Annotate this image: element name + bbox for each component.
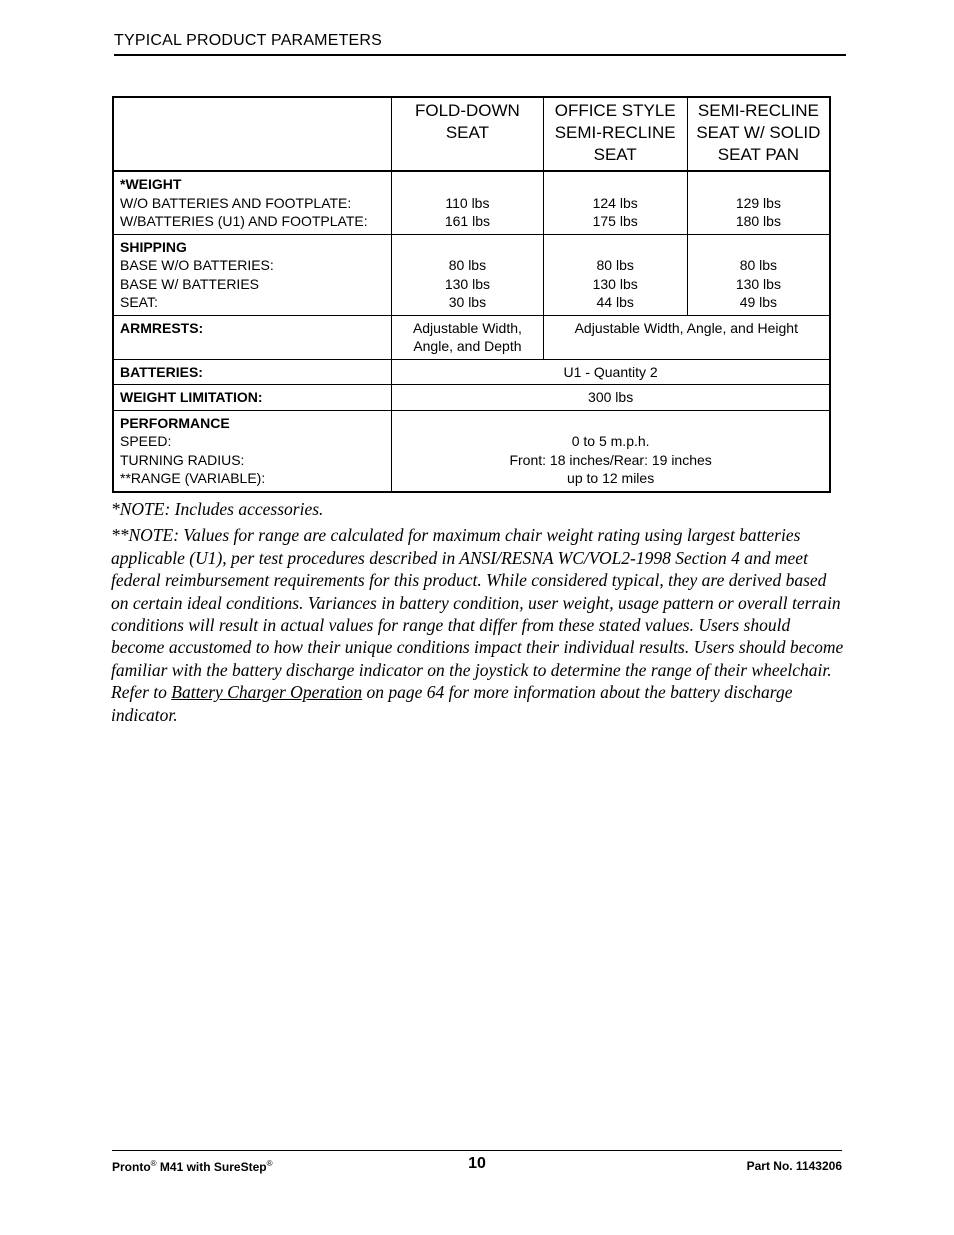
footer-product-name: Pronto® M41 with SureStep® bbox=[112, 1159, 273, 1174]
shipping-office-style: 80 lbs 130 lbs 44 lbs bbox=[543, 234, 687, 315]
weight-fold-down: 110 lbs 161 lbs bbox=[392, 171, 543, 234]
row-label-batteries: BATTERIES: bbox=[113, 359, 392, 385]
table-row-weight-limitation bbox=[113, 385, 830, 411]
shipping-semi-recline: 80 lbs 130 lbs 49 lbs bbox=[687, 234, 830, 315]
table-row-shipping bbox=[113, 234, 830, 315]
table-row-batteries bbox=[113, 359, 830, 385]
column-header-office-style: OFFICE STYLE SEMI-RECLINE SEAT bbox=[543, 97, 687, 171]
weight-limitation-value: 300 lbs bbox=[392, 385, 830, 411]
note-range: **NOTE: Values for range are calculated for maximum chair weight rating using largest batteries applicable (U1), per test procedures described in ANSI/RESNA WC/VOL2-1998 Section 4 and meet federal reimbursement requirements for this product. While considered typical, they are derived based on certain ideal conditions. Variances in battery condition, user weight, usage pattern or overall terrain conditions will result in actual values for range that differ from these stated values. Users should become accustomed to how their unique conditions impact their individual results. Users should become familiar with the battery discharge indicator on the joystick to determine the range of their wheelchair. Refer to Battery Charger Operation on page 64 for more information about the battery discharge indicator. bbox=[111, 525, 844, 725]
table-header-row bbox=[113, 97, 830, 171]
performance-values: 0 to 5 m.p.h. Front: 18 inches/Rear: 19 inches up to 12 miles bbox=[392, 410, 830, 492]
row-label-performance: PERFORMANCE SPEED: TURNING RADIUS: **RANGE (VARIABLE): bbox=[113, 410, 392, 492]
battery-charger-operation-link[interactable]: Battery Charger Operation bbox=[171, 682, 363, 703]
row-label-weight-limitation: WEIGHT LIMITATION: bbox=[113, 385, 392, 411]
row-label-weight: *WEIGHT W/O BATTERIES AND FOOTPLATE: W/BATTERIES (U1) AND FOOTPLATE: bbox=[113, 171, 392, 234]
weight-semi-recline: 129 lbs 180 lbs bbox=[687, 171, 830, 234]
armrests-other-seats: Adjustable Width, Angle, and Height bbox=[543, 315, 830, 359]
table-row-performance bbox=[113, 410, 830, 492]
section-title: TYPICAL PRODUCT PARAMETERS bbox=[114, 32, 383, 49]
column-header-fold-down: FOLD-DOWN SEAT bbox=[392, 97, 543, 171]
empty-header-cell bbox=[113, 97, 392, 171]
page-header bbox=[114, 32, 846, 56]
note-accessories: *NOTE: Includes accessories. bbox=[111, 499, 324, 519]
row-label-armrests: ARMRESTS: bbox=[113, 315, 392, 359]
armrests-fold-down: Adjustable Width, Angle, and Depth bbox=[392, 315, 543, 359]
column-header-semi-recline: SEMI-RECLINE SEAT W/ SOLID SEAT PAN bbox=[687, 97, 830, 171]
batteries-value: U1 - Quantity 2 bbox=[392, 359, 830, 385]
page-number: 10 bbox=[468, 1155, 486, 1172]
row-label-shipping: SHIPPING BASE W/O BATTERIES: BASE W/ BATTERIES SEAT: bbox=[113, 234, 392, 315]
table-row-armrests bbox=[113, 315, 830, 359]
table-row-weight bbox=[113, 171, 830, 234]
page-footer bbox=[112, 1150, 842, 1181]
part-number: Part No. 1143206 bbox=[746, 1159, 842, 1173]
notes-section bbox=[111, 498, 846, 730]
shipping-fold-down: 80 lbs 130 lbs 30 lbs bbox=[392, 234, 543, 315]
weight-office-style: 124 lbs 175 lbs bbox=[543, 171, 687, 234]
parameters-table bbox=[112, 96, 831, 493]
